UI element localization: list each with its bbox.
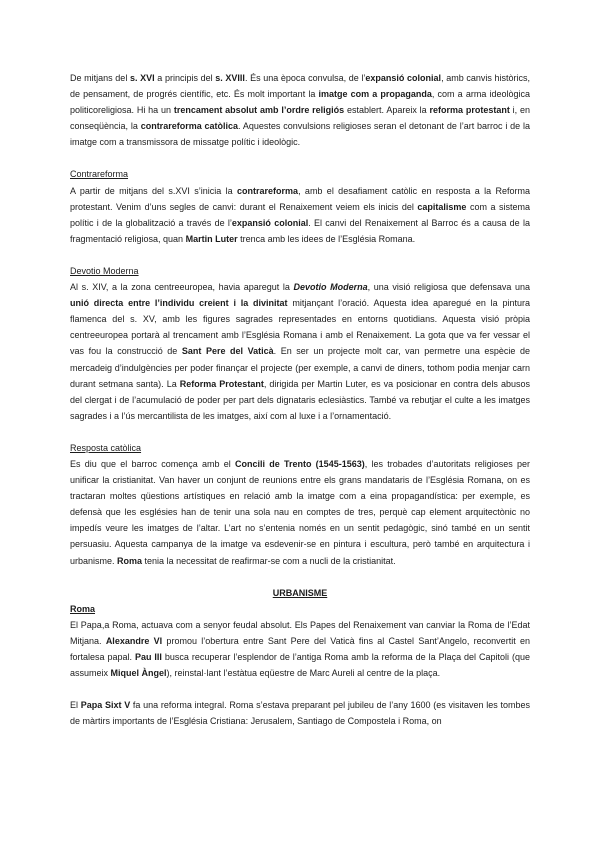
spacer [70,569,530,585]
urbanisme-heading: URBANISME [272,587,328,598]
resposta-catolica-paragraph: Es diu que el barroc comença amb el Concili de Trento (1545-1563), les trobades d’autoritats religioses per unificar la cristianitat. Van haver un conjunt de reunions entre els grans mandataris de l’Església Romana, on es tractaran moltes qüestions artístiques en relació amb la imatge com a eina propagandística: per exemple, es defensà que les esglésies han de tenir una sola nau en comptes de tres, perquè cap element arquitectònic no impedís veure les imatges de l’altar. L’art no s’entenia només en un sentit pedagògic, sinó també en un sentit persuasiu. Aquesta campanya de la imatge va esdevenir-se en pintura i escultura, però també en arquitectura i urbanisme. Roma tenia la necessitat de reafirmar-se com a nucli de la cristianitat. [70,458,530,566]
roma-paragraph-1: El Papa,a Roma, actuava com a senyor feudal absolut. Els Papes del Renaixement van canviar la Roma de l’Edat Mitjana. Alexandre VI promou l’obertura entre Sant Pere del Vaticà fins al Castel Sant’Angelo, reconvertit en fortalesa papal. Pau III busca recuperar l’esplendor de l’antiga Roma amb la reforma de la Plaça del Capitoli (que assumeix Miquel Àngel), reinstal·lant l’estàtua eqüestre de Marc Aureli al centre de la plaça. [70,619,530,679]
intro-paragraph: De mitjans del s. XVI a principis del s. XVIII. És una època convulsa, de l’expansió colonial, amb canvis històrics, de pensament, de progrés científic, etc. És molt important la imatge com a propaganda, com a arma ideològica politicoreligiosa. Hi ha un trencament absolut amb l’ordre religiós establert. Apareix la reforma protestant i, en conseqüència, la contrareforma catòlica. Aquestes convulsions religioses seran el detonant de l’art barroc i de la imatge com a transmissora de missatge polític i ideològic. [70,73,531,148]
contrareforma-heading: Contrareforma [70,169,129,180]
spacer [70,150,530,166]
spacer [70,424,530,440]
roma-heading: Roma [70,603,96,614]
spacer [70,681,530,697]
spacer [70,247,530,263]
devotio-moderna-paragraph: Al s. XIV, a la zona centreeuropea, havia aparegut la Devotio Moderna, una visió religiosa que defensava una unió directa entre l’individu creient i la divinitat mitjançant l’oració. Aquesta idea aparegué en la pintura flamenca del s. XV, amb les figures sagrades representades en entorns quotidians. Aquesta visió pròpia centreeuropea portarà al trencament amb l’Església Romana i amb el Renaixement. La gota que va fer vessar el vas fou la construcció de Sant Pere del Vaticà. En ser un projecte molt car, van permetre una espècie de mercadeig d’indulgències per poder finançar el projecte (per exemple, a canvi de diners, tothom podia menjar carn durant setmana santa). La Reforma Protestant, dirigida per Martin Luter, es va posicionar en contra dels abusos del clergat i de l’acumulació de poder per part dels dignataris eclesiàstics. També va rebutjar el culte a les imatges sagrades i a l’ús mercantilista de les imatges, així com al luxe i a l’ornamentació. [70,282,531,421]
contrareforma-paragraph: A partir de mitjans del s.XVI s’inicia la contrareforma, amb el desafiament catòlic en resposta a la Reforma protestant. Venim d’uns segles de canvi: durant el Renaixement veiem els inicis del capitalisme com a sistema polític i de la globalització a través de l’expansió colonial. El canvi del Renaixement al Barroc és a causa de la fragmentació religiosa, quan Martin Luter trenca amb les idees de l’Església Romana. [70,185,530,244]
resposta-catolica-heading: Resposta catòlica [70,442,142,453]
devotio-moderna-heading: Devotio Moderna [70,265,139,276]
roma-paragraph-2: El Papa Sixt V fa una reforma integral. Roma s’estava preparant pel jubileu de l’any 1600 (es visitaven les tombes de màrtirs importants de l’Església Cristiana: Jerusalem, Santiago de Compostela i Roma, on [70,700,530,727]
